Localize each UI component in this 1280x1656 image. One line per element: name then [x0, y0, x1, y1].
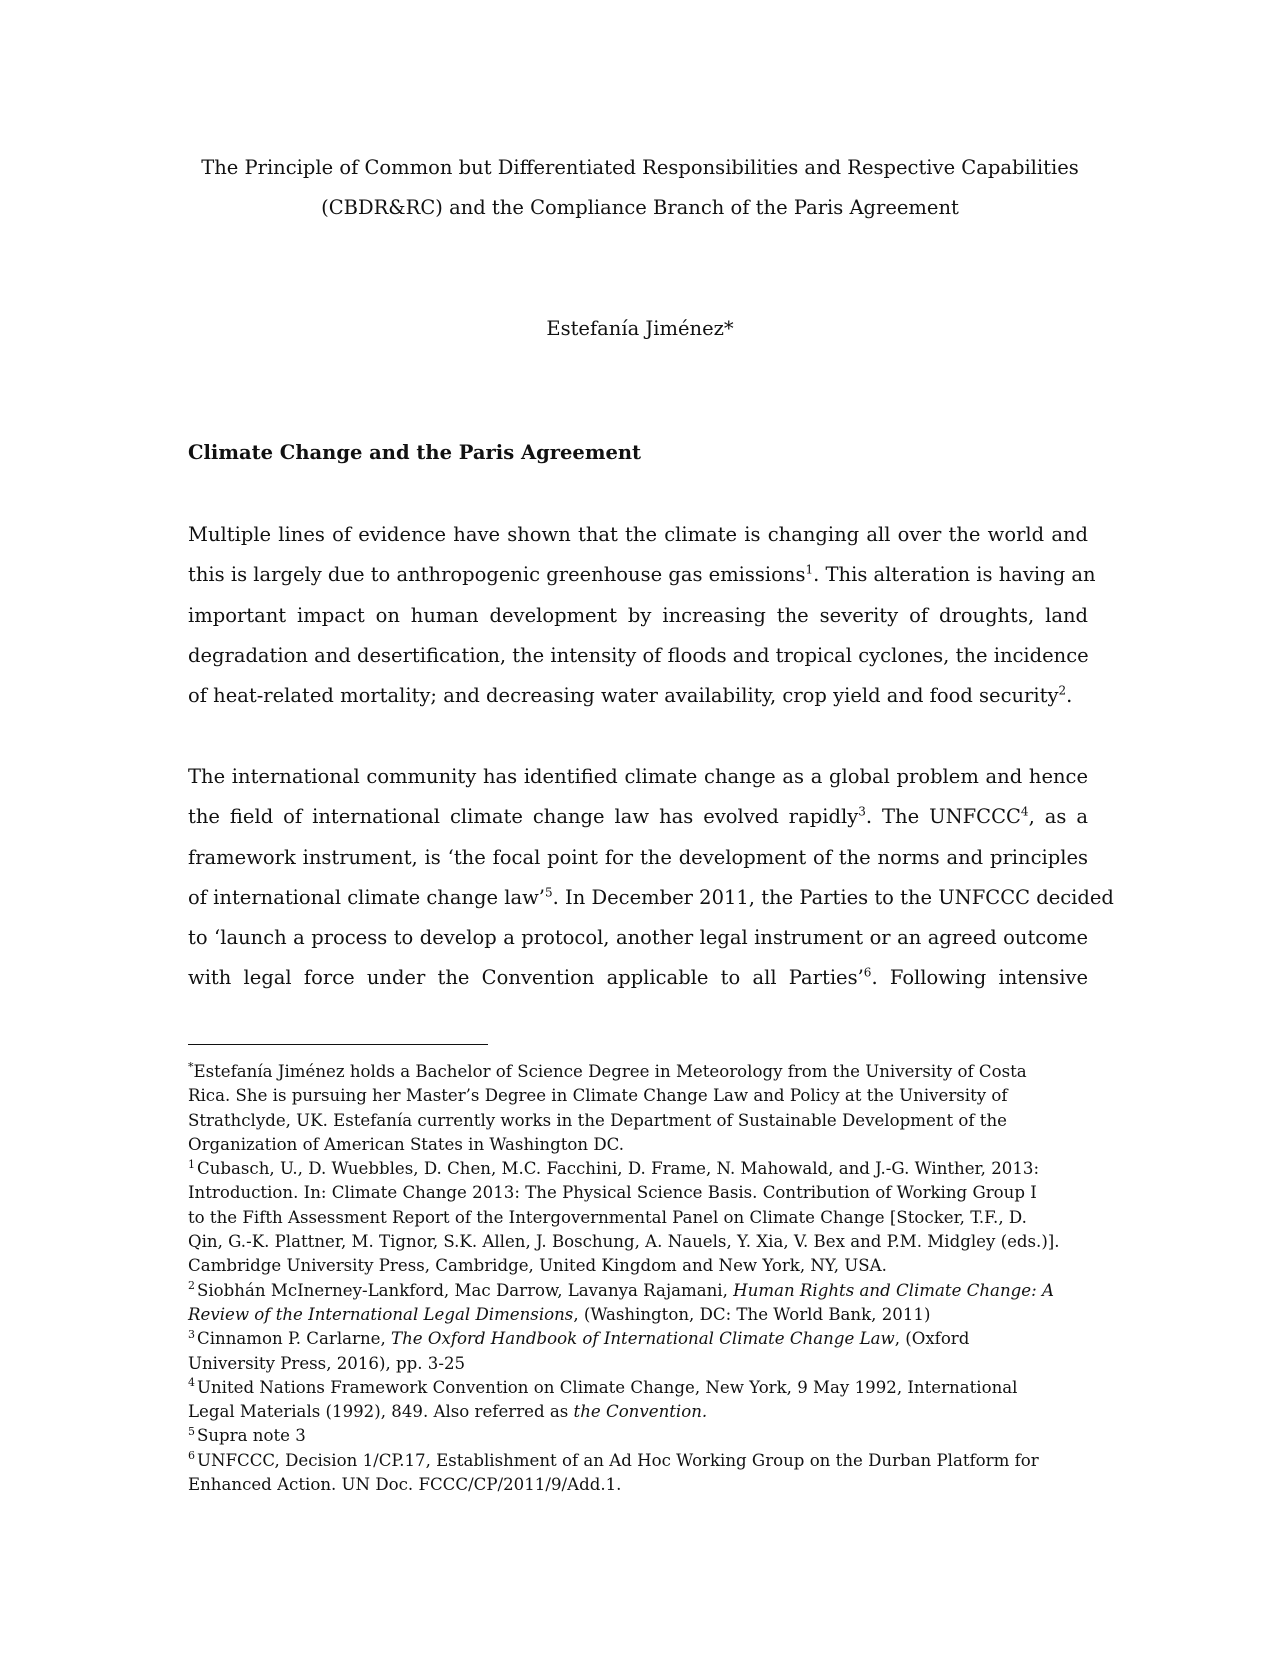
- line-text: of international climate change law’: [188, 885, 545, 909]
- footnote-marker: *: [188, 1060, 194, 1074]
- footnote-line: [188, 1424, 1098, 1448]
- footnote-separator: [188, 1044, 488, 1045]
- footnote-marker: 6: [188, 1449, 195, 1463]
- footnote-line: Qin, G.-K. Plattner, M. Tignor, S.K. Allen, J. Boschung, A. Nauels, Y. Xia, V. Bex and P.M. Midgley (eds.)].: [188, 1232, 1060, 1252]
- footnote-text: UNFCCC, Decision 1/CP.17, Establishment of an Ad Hoc Working Group on the Durban Platform for: [197, 1450, 1039, 1470]
- footnote-line: Cambridge University Press, Cambridge, United Kingdom and New York, NY, USA.: [188, 1256, 887, 1276]
- footnote-marker: 3: [188, 1327, 195, 1341]
- footnote-book-title: Human Rights and Climate Change: A: [733, 1280, 1054, 1300]
- footnote-ref-6[interactable]: 6: [863, 965, 872, 980]
- footnote-text: , (Oxford: [894, 1329, 970, 1349]
- line-text: . In December 2011, the Parties to the UNFCCC decided: [552, 885, 1114, 909]
- footnote-text: , (Washington, DC: The World Bank, 2011): [573, 1304, 931, 1324]
- footnote-line: University Press, 2016), pp. 3-25: [188, 1353, 466, 1373]
- footnote-text: Legal Materials (1992), 849. Also referred as: [188, 1402, 574, 1422]
- footnote-ref-4[interactable]: 4: [1020, 804, 1029, 819]
- footnotes-section: [188, 1060, 1098, 1497]
- footnote-text: United Nations Framework Convention on Climate Change, New York, 9 May 1992, International: [197, 1377, 1018, 1397]
- footnote-line: [188, 1449, 1098, 1473]
- footnote-4: [188, 1376, 1098, 1425]
- footnote-line: [188, 1376, 1098, 1400]
- footnote-line: [188, 1327, 1098, 1351]
- paragraph-line: The international community has identified climate change as a global problem and hence: [188, 765, 1088, 788]
- footnote-line: Enhanced Action. UN Doc. FCCC/CP/2011/9/Add.1.: [188, 1475, 622, 1495]
- footnote-marker: 2: [188, 1279, 195, 1293]
- footnote-5: [188, 1424, 1098, 1448]
- line-text: , as a: [1028, 805, 1088, 829]
- footnote-1: [188, 1157, 1098, 1278]
- line-text: . Following intensive: [871, 966, 1088, 990]
- footnote-text: Cinnamon P. Carlarne,: [197, 1329, 392, 1349]
- document-title: [180, 148, 1100, 228]
- footnote-book-title: The Oxford Handbook of International Climate Change Law: [391, 1329, 895, 1349]
- footnote-marker: 5: [188, 1424, 195, 1438]
- footnote-text: Supra note 3: [197, 1426, 306, 1446]
- paragraph-line: [188, 878, 1114, 918]
- footnote-line: [188, 1157, 1098, 1181]
- footnote-text: Cubasch, U., D. Wuebbles, D. Chen, M.C. Facchini, D. Frame, N. Mahowald, and J.-G. Winther, 2013:: [197, 1159, 1040, 1179]
- footnote-line: to the Fifth Assessment Report of the Intergovernmental Panel on Climate Change [Stocker, T.F., D.: [188, 1207, 1027, 1227]
- line-text: .: [1066, 684, 1073, 708]
- paragraph-line: [188, 797, 1088, 837]
- footnote-ref-5[interactable]: 5: [545, 885, 553, 900]
- paragraph-line: [188, 555, 1096, 595]
- footnote-line: [188, 1279, 1098, 1303]
- title-line-2: (CBDR&RC) and the Compliance Branch of the Paris Agreement: [321, 196, 959, 219]
- line-text: of heat-related mortality; and decreasing water availability, crop yield and food security: [188, 684, 1059, 708]
- footnote-marker: 4: [188, 1376, 195, 1390]
- footnote-2: [188, 1279, 1098, 1328]
- footnote-3: [188, 1327, 1098, 1376]
- paragraph-line: important impact on human development by increasing the severity of droughts, land: [188, 603, 1088, 627]
- body-paragraph-2: [188, 757, 1114, 999]
- footnote-line: Organization of American States in Washington DC.: [188, 1134, 625, 1154]
- paragraph-line: degradation and desertification, the intensity of floods and tropical cyclones, the incidence: [188, 643, 1089, 667]
- footnote-6: [188, 1449, 1098, 1498]
- section-heading: Climate Change and the Paris Agreement: [188, 441, 642, 464]
- author-name: Estefanía Jiménez*: [546, 317, 734, 340]
- footnote-line: Rica. She is pursuing her Master’s Degree in Climate Change Law and Policy at the University of: [188, 1086, 1008, 1106]
- paragraph-line: [188, 958, 1088, 998]
- line-text: with legal force under the Convention applicable to all Parties’: [188, 966, 864, 990]
- footnote-book-title: Review of the International Legal Dimensions: [188, 1304, 574, 1324]
- footnote-line: [188, 1400, 1098, 1424]
- footnote-line: [188, 1303, 1098, 1327]
- footnote-ref-3[interactable]: 3: [858, 804, 866, 819]
- footnote-author: [188, 1060, 1098, 1157]
- footnote-text: Siobhán McInerney-Lankford, Mac Darrow, Lavanya Rajamani,: [197, 1280, 734, 1300]
- footnote-ref-2[interactable]: 2: [1058, 683, 1067, 698]
- footnote-text: Estefanía Jiménez holds a Bachelor of Science Degree in Meteorology from the University of Costa: [193, 1062, 1027, 1081]
- footnote-line: Strathclyde, UK. Estefanía currently works in the Department of Sustainable Development of the: [188, 1110, 1007, 1130]
- paragraph-line: [188, 676, 1088, 716]
- paragraph-line: framework instrument, is ‘the focal point for the development of the norms and principles: [188, 845, 1088, 869]
- line-text: . This alteration is having an: [813, 563, 1096, 587]
- footnote-marker: 1: [188, 1157, 195, 1171]
- footnote-line: [188, 1060, 1098, 1084]
- paragraph-line: to ‘launch a process to develop a protocol, another legal instrument or an agreed outcome: [188, 926, 1088, 950]
- footnote-line: Introduction. In: Climate Change 2013: The Physical Science Basis. Contribution of Working Group I: [188, 1183, 1037, 1203]
- line-text: this is largely due to anthropogenic greenhouse gas emissions: [188, 563, 806, 587]
- line-text: the field of international climate change law has evolved rapidly: [188, 805, 859, 829]
- title-line-1: The Principle of Common but Differentiated Responsibilities and Respective Capabilities: [201, 156, 1079, 179]
- paragraph-line: Multiple lines of evidence have shown that the climate is changing all over the world and: [188, 523, 1088, 546]
- line-text: . The UNFCCC: [865, 805, 1021, 829]
- body-paragraph-1: [188, 515, 1096, 716]
- footnote-ref-1[interactable]: 1: [805, 562, 814, 577]
- footnote-italic-term: the Convention.: [573, 1402, 708, 1422]
